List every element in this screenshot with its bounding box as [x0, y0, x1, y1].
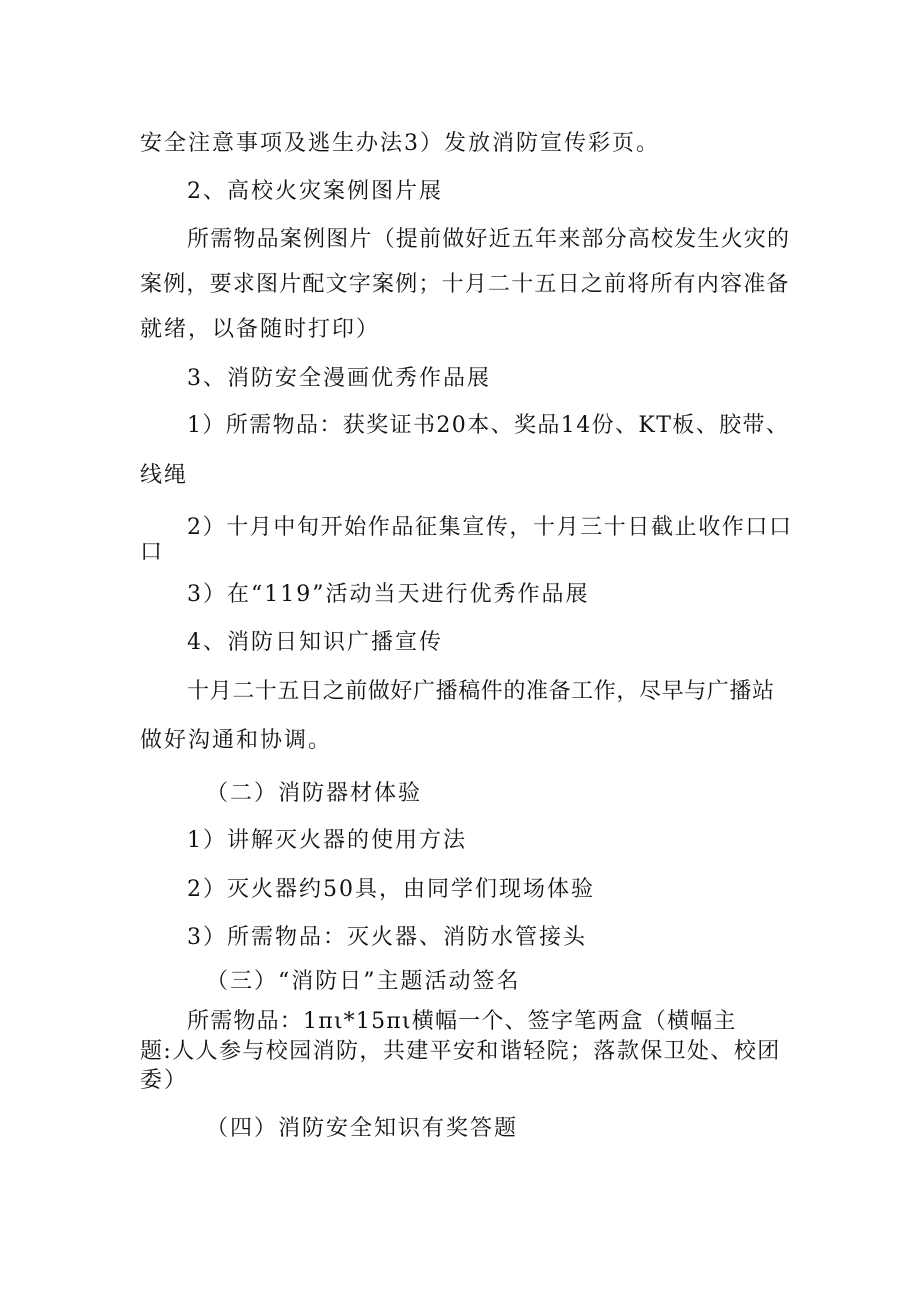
section-heading: （三）“消防日”主题活动签名 — [206, 969, 521, 994]
text-line: 题:人人参与校园消防，共建平安和谐轻院；落款保卫处、校团 — [140, 1039, 781, 1064]
text-line: 做好沟通和协调。 — [140, 728, 333, 753]
text-line: 3）在“119”活动当天进行优秀作品展 — [187, 582, 590, 607]
text-line: 2）十月中旬开始作品征集宣传，十月三十日截止收作口口 — [187, 515, 793, 540]
text-line: 2）灭火器约50具，由同学们现场体验 — [187, 877, 595, 902]
text-line: 3）所需物品：灭火器、消防水管接头 — [187, 925, 587, 950]
text-line: 口 — [140, 540, 165, 565]
text-line: 1）讲解灭火器的使用方法 — [187, 828, 467, 853]
section-heading: （二）消防器材体验 — [206, 781, 423, 806]
text-line: 委） — [140, 1068, 189, 1093]
text-line: 所需物品：1πι*15πι横幅一个、签字笔两盒（横幅主 — [187, 1009, 737, 1034]
text-line: 安全注意事项及逃生办法3）发放消防宣传彩页。 — [140, 131, 660, 156]
text-line: 就绪，以备随时打印） — [140, 317, 381, 342]
section-heading: 3、消防安全漫画优秀作品展 — [187, 366, 491, 391]
text-line: 线绳 — [140, 463, 189, 488]
text-line: 所需物品案例图片（提前做好近五年来部分高校发生火灾的 — [187, 227, 791, 252]
text-line: 案例，要求图片配文字案例；十月二十五日之前将所有内容准备 — [140, 272, 790, 297]
text-line: 1）所需物品：获奖证书20本、奖品14份、KT板、胶带、 — [187, 413, 790, 438]
section-heading: 4、消防日知识广播宣传 — [187, 630, 443, 655]
text-line: 十月二十五日之前做好广播稿件的准备工作，尽早与广播站 — [187, 679, 775, 704]
section-heading: （四）消防安全知识有奖答题 — [206, 1116, 519, 1141]
section-heading: 2、高校火灾案例图片展 — [187, 179, 443, 204]
